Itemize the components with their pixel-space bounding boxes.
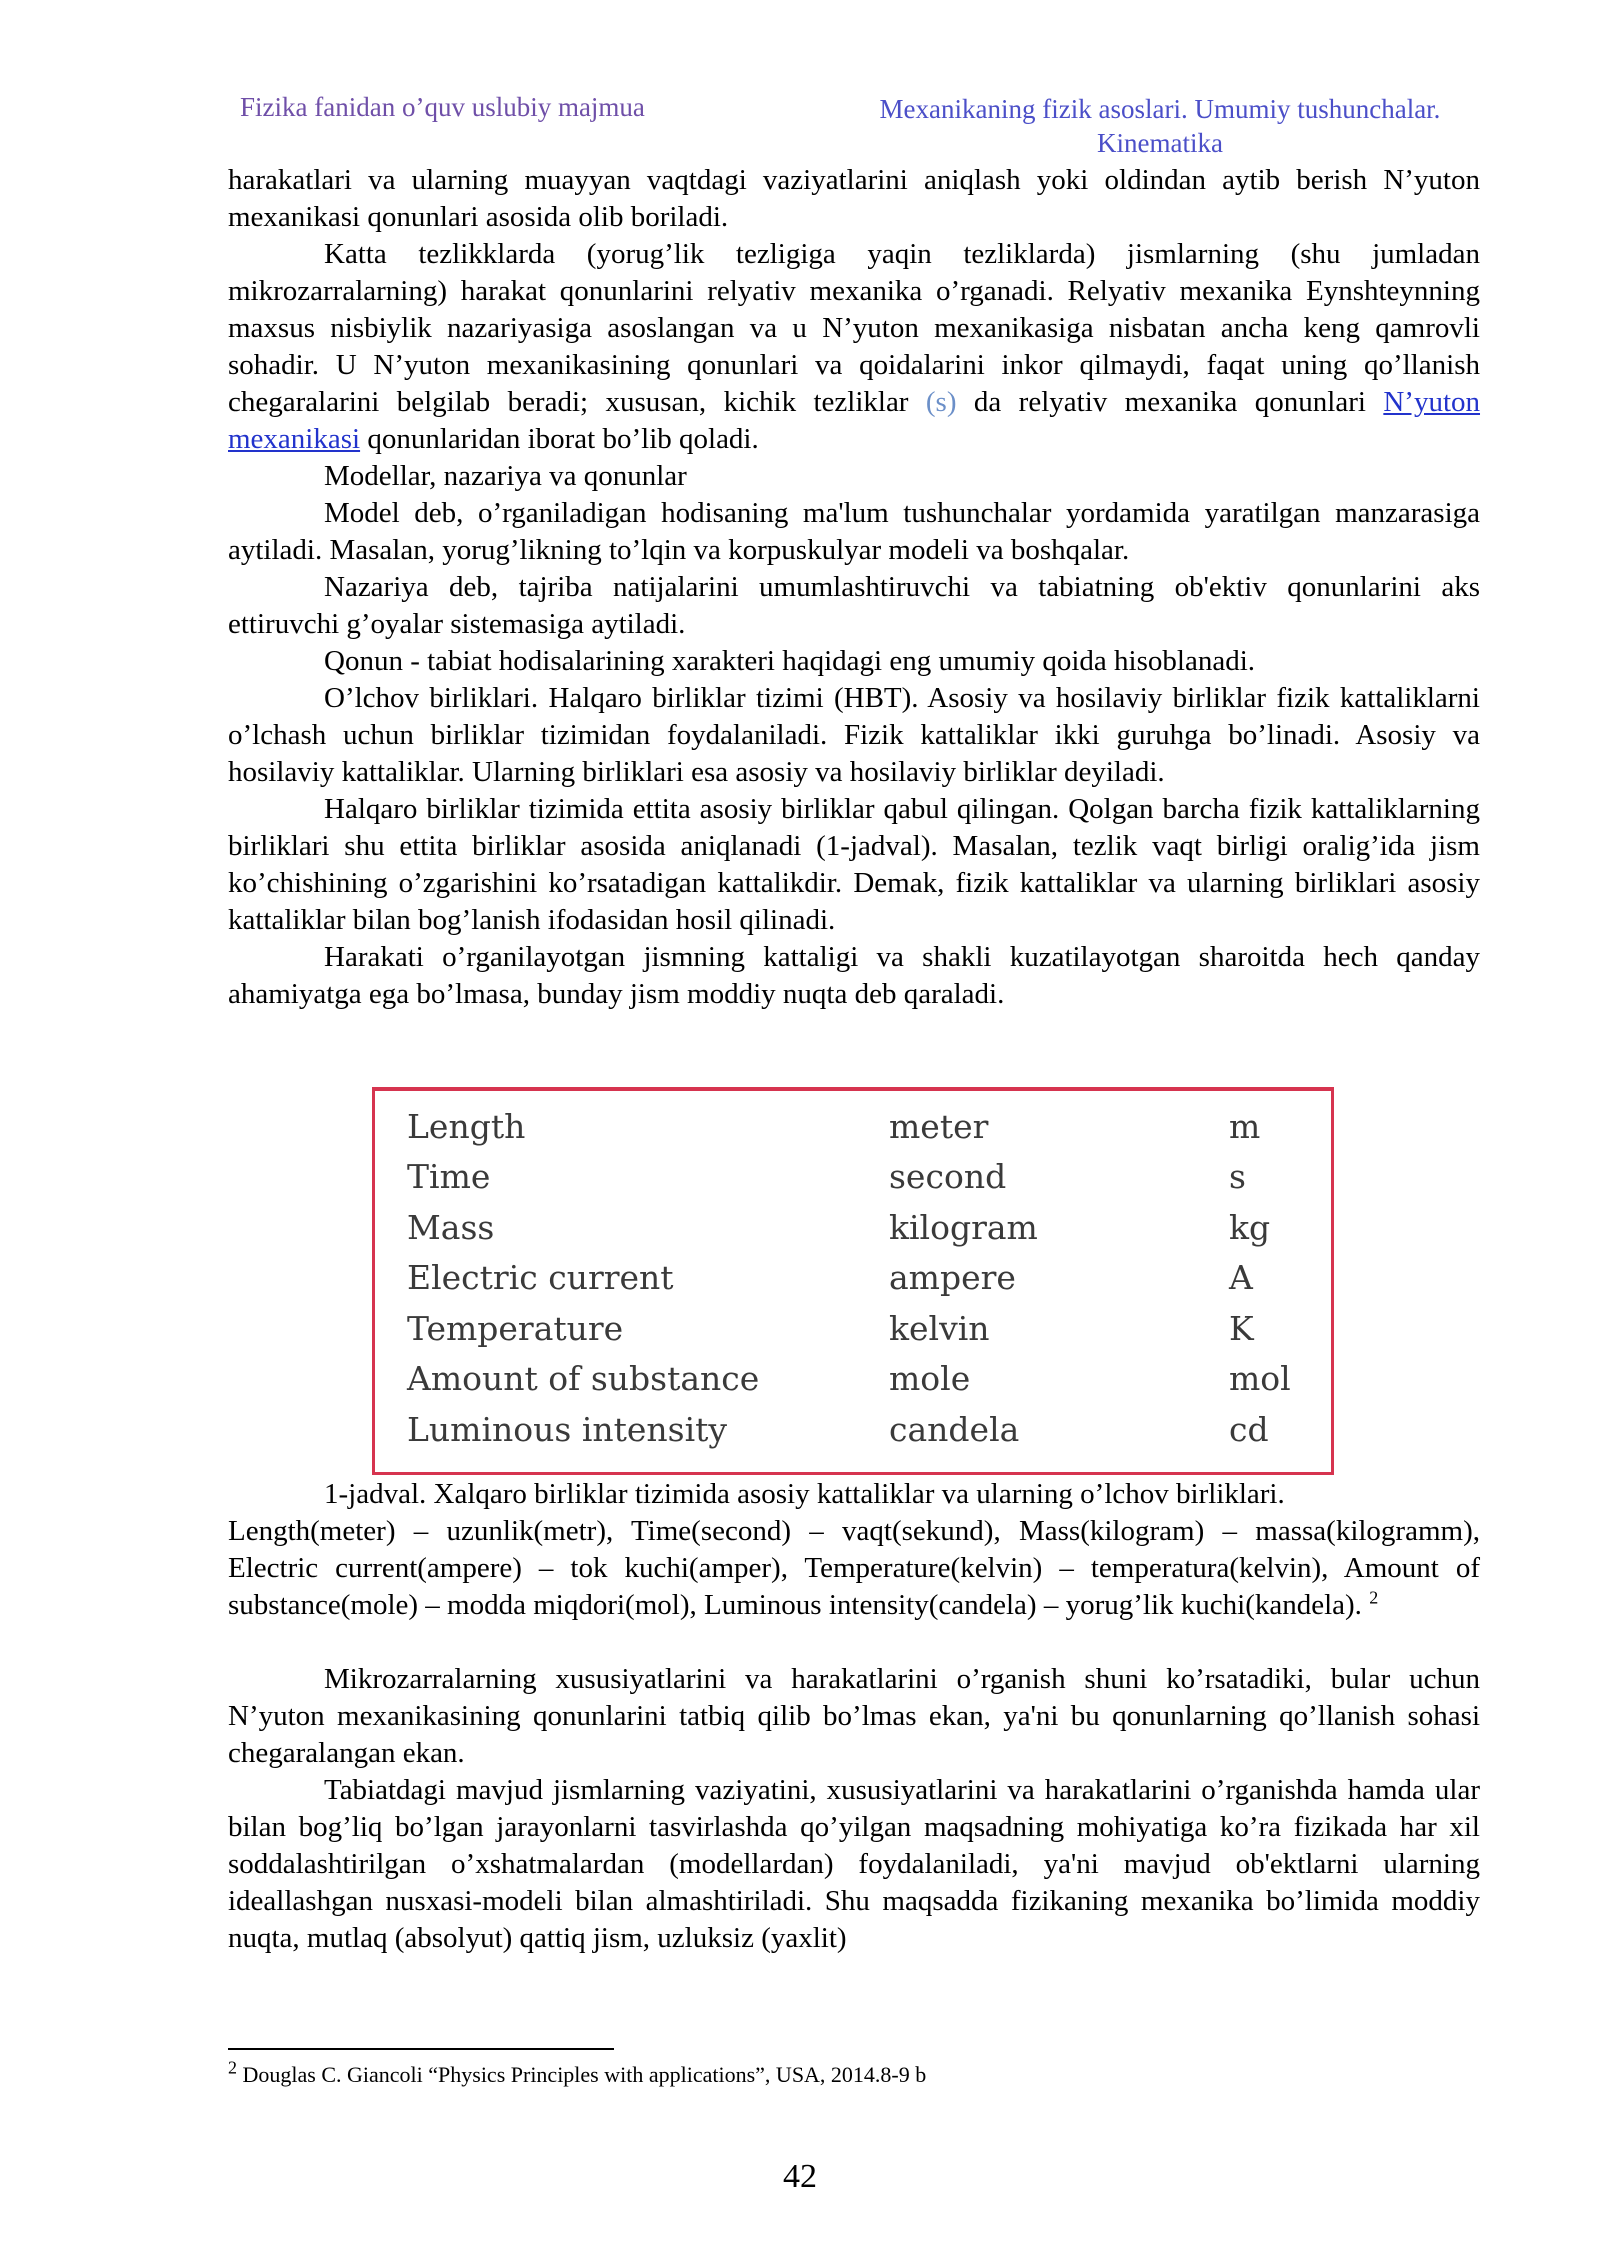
page-number: 42 bbox=[783, 2158, 817, 2195]
paragraph-text: da relyativ mexanika qonunlari bbox=[973, 386, 1366, 418]
quantity-cell: Luminous intensity bbox=[407, 1409, 728, 1449]
paragraph: Tabiatdagi mavjud jismlarning vaziyatini, xususiyatlarini va harakatlarini o’rganishda hamda ular bilan bog’liq bo’lgan jarayonlarni tasvirlashda qo’yilgan maqsadning mohiyatiga ko’ra fizikada har xil soddalashtirilgan o’xshatmalardan (modellardan) foydalaniladi, ya'ni mavjud ob'ektlarni ularning ideallashgan nusxasi-modeli bilan almashtiriladi. Shu maqsadda fizikaning mexanika bo’limida moddiy nuqta, mutlaq (absolyut) qattiq jism, uzluksiz (yaxlit) bbox=[228, 1774, 1480, 1954]
symbol-cell: K bbox=[1229, 1308, 1254, 1348]
footnote-text: Douglas C. Giancoli “Physics Principles with applications”, USA, 2014.8-9 b bbox=[242, 2062, 927, 2087]
caption-text bbox=[228, 1513, 1480, 1624]
quantity-cell: Length bbox=[407, 1106, 526, 1146]
table-row bbox=[375, 1404, 1329, 1455]
quantity-cell: Time bbox=[407, 1157, 491, 1197]
table-row bbox=[375, 1202, 1329, 1253]
unit-cell: meter bbox=[889, 1106, 989, 1146]
paragraph: Model deb, o’rganiladigan hodisaning ma'lum tushunchalar yordamida yaratilgan manzarasiga aytiladi. Masalan, yorug’likning to’lqin va korpuskulyar modeli va boshqalar. bbox=[228, 497, 1480, 566]
paragraph: harakatlari va ularning muayyan vaqtdagi vaziyatlarini aniqlash yoki oldindan aytib berish N’yuton mexanikasi qonunlari asosida olib boriladi. bbox=[228, 164, 1480, 233]
table-row bbox=[375, 1152, 1329, 1203]
unit-cell: mole bbox=[889, 1359, 971, 1399]
quantity-cell: Mass bbox=[407, 1207, 495, 1247]
header-right-line1: Mexanikaning fizik asoslari. Umumiy tushunchalar. bbox=[879, 94, 1441, 124]
unit-cell: kilogram bbox=[889, 1207, 1038, 1247]
symbol-cell: m bbox=[1229, 1106, 1261, 1146]
header-left: Fizika fanidan o’quv uslubiy majmua bbox=[240, 92, 645, 122]
paragraph-text: qonunlaridan iborat bo’lib qoladi. bbox=[367, 423, 759, 455]
paragraph: Nazariya deb, tajriba natijalarini umumlashtiruvchi va tabiatning ob'ektiv qonunlarini aks ettiruvchi g’oyalar sistemasiga aytiladi. bbox=[228, 571, 1480, 640]
caption-translation: Length(meter) – uzunlik(metr), Time(second) – vaqt(sekund), Mass(kilogram) – massa(kilogramm), Electric current(ampere) – tok kuchi(amper), Temperature(kelvin) – temperatura(kelvin), Amount of substance(mole) – modda miqdori(mol), Luminous intensity(candela) – yorug’lik kuchi(kandela). bbox=[228, 1515, 1480, 1621]
quantity-cell: Electric current bbox=[407, 1258, 674, 1298]
quantity-cell: Amount of substance bbox=[407, 1359, 760, 1399]
symbol-cell: mol bbox=[1229, 1359, 1291, 1399]
table-row bbox=[375, 1253, 1329, 1304]
symbol-cell: kg bbox=[1229, 1207, 1271, 1247]
unit-cell: candela bbox=[889, 1409, 1020, 1449]
footnote-divider bbox=[228, 2048, 614, 2050]
main-text bbox=[228, 162, 1480, 1013]
footnote-mark: 2 bbox=[228, 2057, 237, 2078]
paragraph: Harakati o’rganilayotgan jismning kattaligi va shakli kuzatilayotgan sharoitda hech qanday ahamiyatga ega bo’lmasa, bunday jism moddiy nuqta deb qaraladi. bbox=[228, 941, 1480, 1010]
table-row bbox=[375, 1101, 1329, 1152]
symbol-cell: cd bbox=[1229, 1409, 1269, 1449]
header-right-line2: Kinematika bbox=[1097, 128, 1223, 158]
paragraph: Mikrozarralarning xususiyatlarini va harakatlarini o’rganish shuni ko’rsatadiki, bular uchun N’yuton mexanikasining qonunlarini tatbiq qilib bo’lmas ekan, ya'ni bu qonunlarning qo’llanish sohasi chegaralangan ekan. bbox=[228, 1663, 1480, 1769]
header-right bbox=[840, 92, 1480, 160]
main-text-continued bbox=[228, 1476, 1480, 1957]
table-row bbox=[375, 1354, 1329, 1405]
newton-mechanics-link[interactable]: N’yuton mexanikasi bbox=[228, 386, 1481, 455]
paragraph-text: Katta tezlikklarda (yorug’lik tezligiga yaqin tezliklarda) jismlarning (shu jumladan mikrozarralarning) harakat qonunlarini relyativ mexanika o’rganadi. Relyativ mexanika Eynshteynning maxsus nisbiylik nazariyasiga asoslangan va u N’yuton mexanikasiga nisbatan ancha keng qamrovli sohadir. U N’yuton mexanikasining qonunlari va qoidalarini inkor qilmaydi, faqat uning qo’llanish chegaralarini belgilab beradi; xususan, kichik tezliklar bbox=[228, 238, 1480, 418]
quantity-cell: Temperature bbox=[407, 1308, 624, 1348]
symbol-cell: s bbox=[1229, 1157, 1246, 1197]
table-caption: 1-jadval. Xalqaro birliklar tizimida asosiy kattaliklar va ularning o’lchov birliklari. bbox=[324, 1478, 1285, 1510]
paragraph: O’lchov birliklari. Halqaro birliklar tizimi (HBT). Asosiy va hosilaviy birliklar fizik kattaliklarni o’lchash uchun birliklar tizimidan foydalaniladi. Fizik kattaliklar ikki guruhga bo’linadi. Asosiy va hosilaviy kattaliklar. Ularning birliklari esa asosiy va hosilaviy birliklar deyiladi. bbox=[228, 682, 1480, 788]
si-units-table bbox=[372, 1087, 1334, 1475]
unit-cell: ampere bbox=[889, 1258, 1016, 1298]
footnote-ref[interactable]: 2 bbox=[1369, 1587, 1379, 1608]
paragraph bbox=[228, 236, 1480, 458]
section-heading: Modellar, nazariya va qonunlar bbox=[324, 460, 687, 492]
table-row bbox=[375, 1303, 1329, 1354]
unit-cell: kelvin bbox=[889, 1308, 990, 1348]
speed-symbol: (⁣⁣⁣s) bbox=[925, 386, 957, 418]
unit-cell: second bbox=[889, 1157, 1007, 1197]
paragraph: Qonun - tabiat hodisalarining xarakteri haqidagi eng umumiy qoida hisoblanadi. bbox=[324, 645, 1256, 677]
paragraph: Halqaro birliklar tizimida ettita asosiy birliklar qabul qilingan. Qolgan barcha fizik kattaliklarning birliklari shu ettita birliklar asosida aniqlanadi (1-jadval). Masalan, tezlik vaqt birligi oralig’ida jism ko’chishining o’zgarishini ko’rsatadigan kattalikdir. Demak, fizik kattaliklar va ularning birliklari asosiy kattaliklar bilan bog’lanish ifodasidan hosil qilinadi. bbox=[228, 793, 1480, 936]
footnote bbox=[228, 2057, 927, 2088]
blank-line bbox=[228, 1624, 1480, 1661]
symbol-cell: A bbox=[1229, 1258, 1253, 1298]
